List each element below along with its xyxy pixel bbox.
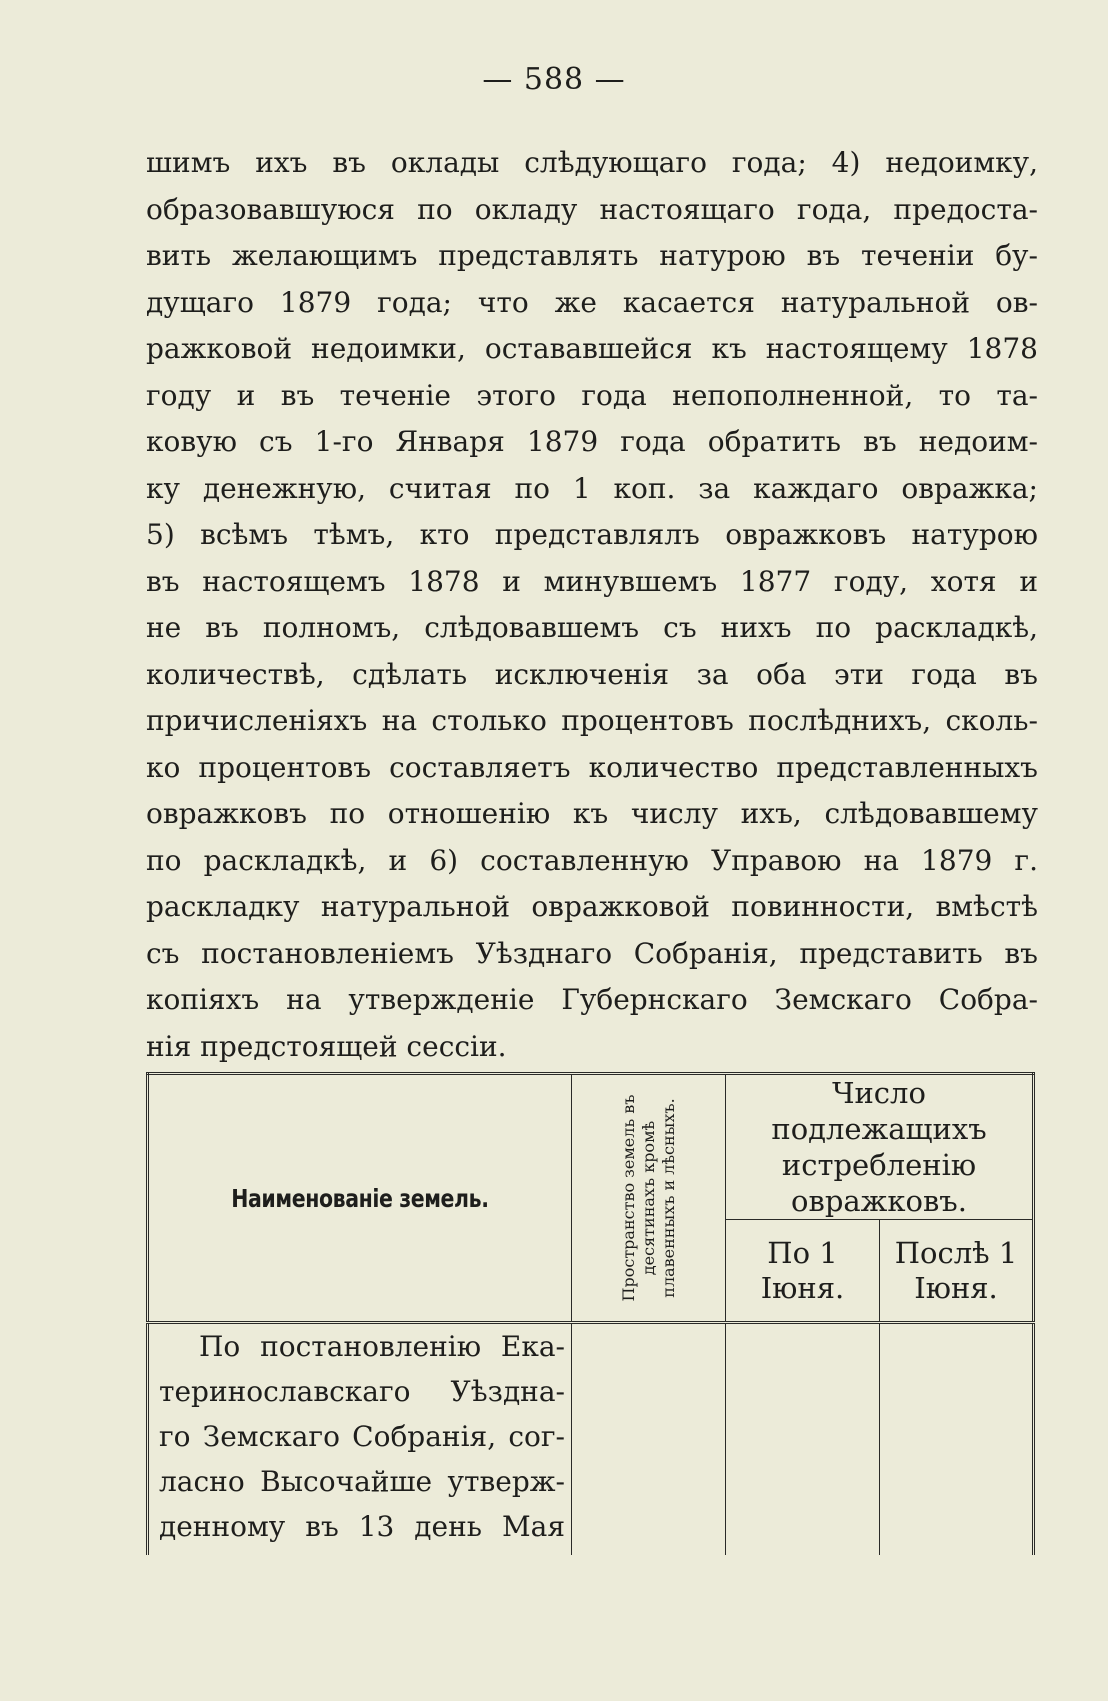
text-line: образовавшуюся по окладу настоящаго года, предоста- xyxy=(146,192,1038,226)
text-line: шимъ ихъ въ оклады слѣдующаго года; 4) недоимку, xyxy=(146,146,1038,179)
text-line: раскладку натуральной овражковой повинности, вмѣстѣ xyxy=(146,890,1038,923)
text-line: году и въ теченіе этого года непополненной, то та- xyxy=(146,378,1038,412)
header-before-june-label: По 1 Іюня. xyxy=(760,1235,845,1305)
text-line: вить желающимъ представлять натурою въ теченіи бу- xyxy=(146,239,1038,272)
body-text xyxy=(146,140,1038,1070)
cell-line: денному въ 13 день Мая xyxy=(159,1510,565,1543)
text-line: ку денежную, считая по 1 коп. за каждаго овражка; xyxy=(146,471,1038,505)
cell-line: теринославскаго Уѣзднa- xyxy=(159,1375,565,1408)
text-line: 5) всѣмъ тѣмъ, кто представлялъ овражковъ натурою xyxy=(146,518,1038,551)
header-land-name-label: Наименованіе земель. xyxy=(231,1183,489,1213)
cell-line: По постановленію Ека- xyxy=(199,1330,565,1363)
land-table xyxy=(146,1072,1035,1555)
text-line: съ постановленіемъ Уѣзднаго Собранія, представить въ xyxy=(146,936,1038,970)
header-land-name xyxy=(148,1074,572,1323)
text-line: ражковой недоимки, остававшейся къ настоящему 1878 xyxy=(146,332,1038,365)
text-line: дущаго 1879 года; что же касается натуральной ов- xyxy=(146,285,1038,319)
text-line: нія предстоящей сессіи. xyxy=(146,1029,507,1063)
after-june-cell xyxy=(880,1323,1034,1556)
header-area-label: Пространство земель въ десятинахъ кромѣ плавенныхъ и лѣсныхъ. xyxy=(618,1094,678,1302)
land-table-wrapper xyxy=(146,1072,1032,1543)
text-line: количествѣ, сдѣлать исключенія за оба эти года въ xyxy=(146,657,1038,691)
text-line: причисленіяхъ на столько процентовъ послѣднихъ, сколь- xyxy=(146,704,1038,737)
page-number: — 588 — xyxy=(482,62,626,97)
header-area xyxy=(572,1074,726,1323)
text-line: по раскладкѣ, и 6) составленную Управою на 1879 г. xyxy=(146,843,1038,877)
table-row xyxy=(148,1323,1034,1556)
text-line: не въ полномъ, слѣдовавшемъ съ нихъ по раскладкѣ, xyxy=(146,611,1038,644)
text-line: овражковъ по отношенію къ числу ихъ, слѣдовавшему xyxy=(146,797,1038,830)
area-cell xyxy=(572,1323,726,1556)
header-count xyxy=(726,1074,1034,1220)
land-name-cell xyxy=(148,1323,572,1556)
text-line: ковую съ 1-го Января 1879 года обратить въ недоим- xyxy=(146,425,1038,458)
header-after-june xyxy=(880,1220,1034,1323)
header-after-june-label: Послѣ 1 Іюня. xyxy=(894,1235,1018,1305)
text-line: въ настоящемъ 1878 и минувшемъ 1877 году, хотя и xyxy=(146,564,1038,598)
cell-line: ласно Высочайше утверж- xyxy=(159,1465,565,1498)
header-count-label: Число подлежащихъ истребленію овражковъ. xyxy=(771,1076,987,1218)
header-before-june xyxy=(726,1220,880,1323)
before-june-cell xyxy=(726,1323,880,1556)
text-line: ко процентовъ составляетъ количество представленныхъ xyxy=(146,750,1038,784)
cell-line: го Земскаго Собранія, сог- xyxy=(159,1420,565,1453)
text-line: копіяхъ на утвержденіе Губернскаго Земскаго Собра- xyxy=(146,983,1038,1016)
